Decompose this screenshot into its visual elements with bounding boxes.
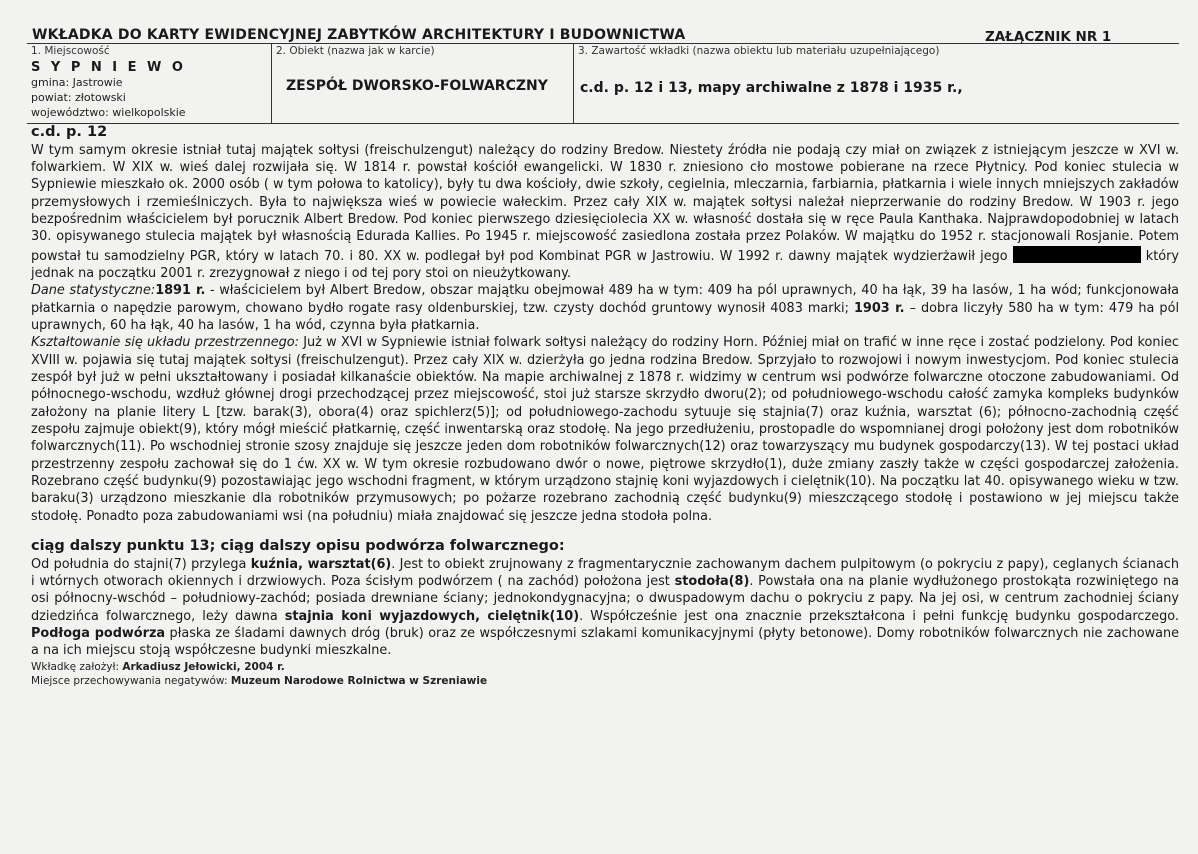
statistics-year-1903: 1903 r. (853, 300, 905, 316)
farmyard-text-3: . Powstała ona na planie wydłużonego prostokąta rozwiniętego na osi północny-wschód – południowy-zachód; posiada drewniane ściany; jednokondygnacyjna; o dwuspadowym dachu o pokryciu z papy. Na jej osi, w centrum zachodniej ściany dziedzińca folwarcznego, leży dawna (31, 573, 1179, 624)
stable-calf-shed: stajnia koni wyjazdowych, cielętnik(10) (284, 608, 580, 624)
farmyard-text-5: płaska ze śladami dawnych dróg (bruk) oraz ze współczesnymi szlakami komunikacyjnymi (płyty betonowe). Domy robotników folwarcznych nie zachowane a na ich miejscu stoją współczesne budynki mieszkalne. (31, 625, 1179, 659)
redacted-name (1013, 246, 1141, 263)
wojewodztwo: województwo: wielkopolskie (31, 106, 186, 119)
section-title-cd-p12: c.d. p. 12 (31, 124, 108, 140)
section-title-continuation: ciąg dalszy punktu 13; ciąg dalszy opisu podwórza folwarcznego: (31, 538, 565, 555)
locality-label: 1. Miejscowość (31, 45, 110, 57)
powiat: powiat: złotowski (31, 91, 126, 104)
statistics-paragraph (31, 282, 1179, 334)
spacer (31, 525, 1179, 538)
farmyard-text-2: . Jest to obiekt zrujnowany z fragmentarycznie zachowanym dachem pulpitowym (o pokryciu z papy), ceglanych ścianach i wtórnych otworach okiennych i drzwiowych. Poza ścisłym podwórzem ( na zachód) położona jest (31, 556, 1179, 589)
farmyard-floor: Podłoga podwórza (31, 625, 166, 641)
layout-label: Kształtowanie się układu przestrzennego: (31, 335, 299, 351)
layout-text: Już w XVI w Sypniewie istniał folwark sołtysi należący do rodziny Horn. Później miał on trafić w inne ręce i zostać podzielony. Pod koniec XVIII w. pojawia się tutaj majątek sołtysi (freischulzengut). Przez cały XIX w. dzierżyła go jedna rodzina Bredow. Sprzyjało to rozwojowi i nowym inwestycjom. Pod koniec stulecia zespół był już w pełni ukształtowany i posiadał kilkanaście obiektów. Na mapie archiwalnej z 1878 r. widzimy w centrum wsi podwórze folwarczne otoczone zabudowaniami. Od północnego-wschodu, wzdłuż głównej drogi przechodzącej przez miejscowość, stoi już starsze skrzydło dworu(2); od południowego-wschodu całość zamyka kompleks budynków założony na planie litery L [tzw. barak(3), obora(4) oraz spichlerz(5)]; od południowego-zachodu sytuuje się stajnia(7) oraz kuźnia, warsztat (6); północno-zachodnią część zespołu zajmuje obiekt(9), który mógł mieścić płatkarnię, część inwentarską oraz stodołę. Na jego przedłużeniu, prostopadle do wspomnianej drogi położony jest dom robotników folwarcznych(11). Po wschodniej stronie szosy znajduje się jeszcze jeden dom robotników folwarcznych(12) oraz towarzyszący mu budynek gospodarczy(13). W tej postaci układ przestrzenny zespołu zachował się do 1 ćw. XX w. W tym okresie rozbudowano dwór o nowe, piętrowe skrzydło(1), duże zmiany zaszły także w części gospodarczej założenia. Rozebrano część budynku(9) pozostawiając jego wschodni fragment, w którym urządzono stajnię koni wyjazdowych i cielętnik(10). Na początku lat 40. opisywanego wieku w tzw. baraku(3) urządzono mieszkanie dla robotników przymusowych; po pożarze rozebrano zachodnią część budynku(9) mieszczącego stodołę i postawiono w jej miejscu także stodołę. Ponadto poza zabudowaniami wsi (na południu) miała znajdować się jeszcze jedna stodoła polna. (31, 335, 1179, 524)
author-name: Arkadiusz Jełowicki, 2004 r. (122, 660, 285, 673)
storage-line (31, 674, 1179, 688)
gmina: gmina: Jastrowie (31, 76, 123, 89)
object-cell (271, 44, 573, 123)
statistics-label: Dane statystyczne: (31, 283, 156, 299)
object-name: ZESPÓŁ DWORSKO-FOLWARCZNY (286, 78, 548, 94)
statistics-text-1891: - właścicielem był Albert Bredow, obszar majątku obejmował 489 ha w tym: 409 ha pól uprawnych, 40 ha łąk, 39 ha lasów, 1 ha wód; funkcjonowała płatkarnia o napędzie parowym, chowano bydło rogate rasy oldenburskiej, tzw. czysty dochód gruntowy wynosił 4083 marki; (31, 283, 1180, 316)
history-text-end: który jednak na początku 2001 r. zrezygnował z niego i od tej pory stoi on nieużytkowany. (31, 248, 1179, 281)
locality-name: S Y P N I E W O (31, 60, 186, 75)
barn: stodoła(8) (674, 573, 750, 589)
content-label: 3. Zawartość wkładki (nazwa obiektu lub materiału uzupełniającego) (578, 45, 940, 57)
document-title: WKŁADKA DO KARTY EWIDENCYJNEJ ZABYTKÓW ARCHITEKTURY I BUDOWNICTWA (32, 27, 686, 43)
layout-paragraph (31, 334, 1179, 525)
farmyard-paragraph (31, 556, 1179, 660)
content-cell (573, 44, 1179, 123)
author-line (31, 660, 1179, 674)
locality-cell (27, 44, 271, 123)
object-label: 2. Obiekt (nazwa jak w karcie) (276, 45, 435, 57)
farmyard-text-4: . Współcześnie jest ona znacznie przekształcona i pełni funkcję budynku gospodarczego. (579, 608, 1179, 624)
storage-place: Muzeum Narodowe Rolnictwa w Szreniawie (230, 674, 488, 687)
smithy-workshop: kuźnia, warsztat(6) (250, 556, 392, 572)
author-label: Wkładkę założył: (31, 660, 120, 673)
history-paragraph (31, 142, 1179, 283)
storage-label: Miejsce przechowywania negatywów: (31, 674, 228, 687)
header-table (27, 43, 1179, 124)
main-text (31, 124, 1179, 688)
content-value: c.d. p. 12 i 13, mapy archiwalne z 1878 i 1935 r., (580, 80, 963, 96)
statistics-year-1891: 1891 r. (155, 283, 206, 299)
history-text: W tym samym okresie istniał tutaj majątek sołtysi (freischulzengut) należący do rodziny Bredow. Niestety źródła nie podają czy miał on związek z istniejącym jeszcze w XVI w. folwarkiem. W XIX w. wieś dalej rozwijała się. W 1814 r. powstał kościół ewangelicki. W 1830 r. zniesiono cło mostowe pobierane na rzece Płytnicy. Pod koniec stulecia w Sypniewie mieszkało ok. 2000 osób ( w tym połowa to katolicy), były tu dwa kościoły, dwie szkoły, cegielnia, mleczarnia, farbiarnia, płatkarnia i wiele innych mniejszych zakładów przemysłowych i rzemieślniczych. Była to największa wieś w powiecie wałeckim. Przez cały XIX w. majątek sołtysi należał nieprzerwanie do rodziny Bredow. W 1903 r. jego bezpośrednim właścicielem był porucznik Albert Bredow. Pod koniec pierwszego dziesięciolecia XX w. własność dostała się w ręce Paula Kanthaka. Najprawdopodobniej w latach 30. opisywanego stulecia majątek był własnością Edurada Kallies. Po 1945 r. miejscowość zasiedlona została przez Polaków. W majątku do 1952 r. stacjonowali Rosjanie. Potem powstał tu samodzielny PGR, który w latach 70. i 80. XX w. podlegał był pod Kombinat PGR w Jastrowiu. W 1992 r. dawny majątek wydzierżawił jego (31, 142, 1179, 264)
annex-number: ZAŁĄCZNIK NR 1 (985, 29, 1112, 45)
farmyard-text-1: Od południa do stajni(7) przylega (31, 556, 251, 572)
statistics-text-1903: – dobra liczyły 580 ha w tym: 479 ha pól uprawnych, 60 ha łąk, 40 ha lasów, 1 ha wód, czynna była płatkarnia. (31, 300, 1180, 333)
